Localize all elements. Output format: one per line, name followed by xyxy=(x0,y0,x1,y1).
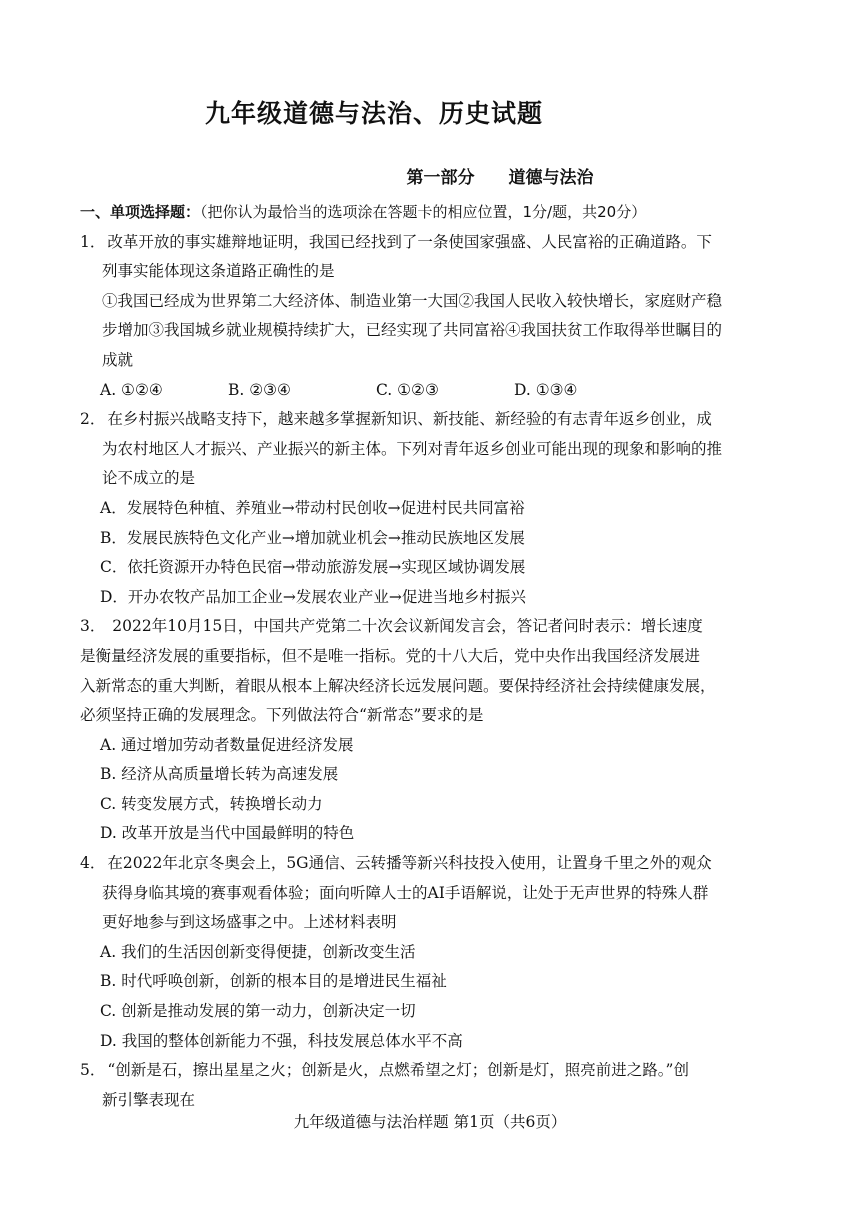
option-a: A．发展特色种植、养殖业→带动村民创收→促进村民共同富裕 xyxy=(100,498,525,517)
question-stem-line: 论不成立的是 xyxy=(102,469,196,488)
question-stem: 在乡村振兴战略支持下，越来越多掌握新知识、新技能、新经验的有志青年返乡创业，成 xyxy=(107,410,712,429)
option-d: D. 改革开放是当代中国最鲜明的特色 xyxy=(100,824,355,843)
exam-title: 九年级道德与法治、历史试题 xyxy=(205,99,544,128)
question-stem-line: 新引擎表现在 xyxy=(102,1090,196,1109)
question-stem-line: 列事实能体现这条道路正确性的是 xyxy=(102,262,335,281)
option-b: B. ②③④ xyxy=(228,380,291,399)
question-content xyxy=(80,198,785,1115)
question-stem-line: 为农村地区人才振兴、产业振兴的新主体。下列对青年返乡创业可能出现的现象和影响的推 xyxy=(102,439,723,458)
question-stem-line: 入新常态的重大判断，着眼从根本上解决经济长远发展问题。要保持经济社会持续健康发展， xyxy=(80,676,716,695)
option-c: C．依托资源开办特色民宿→带动旅游发展→实现区域协调发展 xyxy=(100,558,526,577)
option-d: D. 我国的整体创新能力不强，科技发展总体水平不高 xyxy=(100,1031,463,1050)
option-c: C. 创新是推动发展的第一动力，创新决定一切 xyxy=(100,1002,416,1021)
question-5 xyxy=(80,1056,785,1115)
option-c: C. 转变发展方式，转换增长动力 xyxy=(100,794,323,813)
section-instruction: （把你认为最恰当的选项涂在答题卡的相应位置，1分/题，共20分） xyxy=(200,203,647,221)
question-number: 5． xyxy=(80,1061,106,1080)
question-stem-line: 步增加③我国城乡就业规模持续扩大，已经实现了共同富裕④我国扶贫工作取得举世瞩目的 xyxy=(102,321,723,340)
section-heading xyxy=(80,198,785,228)
question-stem-line: 是衡量经济发展的重要指标，但不是唯一指标。党的十八大后，党中央作出我国经济发展进 xyxy=(80,646,701,665)
question-number: 2． xyxy=(80,410,106,429)
page-footer: 九年级道德与法治样题 第1页（共6页） xyxy=(293,1113,567,1131)
question-number: 3． xyxy=(80,617,106,636)
options-row xyxy=(80,376,785,406)
option-a: A. 通过增加劳动者数量促进经济发展 xyxy=(100,735,354,754)
question-2 xyxy=(80,405,785,612)
question-stem-line: 更好地参与到这场盛事之中。上述材料表明 xyxy=(102,913,397,932)
option-b: B. 经济从高质量增长转为高速发展 xyxy=(100,765,339,784)
part-label: 第一部分 xyxy=(406,168,475,188)
option-b: B．发展民族特色文化产业→增加就业机会→推动民族地区发展 xyxy=(100,528,525,547)
question-number: 4． xyxy=(80,854,106,873)
option-d: D．开办农牧产品加工企业→发展农业产业→促进当地乡村振兴 xyxy=(100,587,526,606)
option-a: A. 我们的生活因创新变得便捷，创新改变生活 xyxy=(100,942,416,961)
question-4 xyxy=(80,849,785,1056)
question-stem-line: 成就 xyxy=(102,350,134,369)
question-stem: 改革开放的事实雄辩地证明，我国已经找到了一条使国家强盛、人民富裕的正确道路。下 xyxy=(107,232,712,251)
question-number: 1． xyxy=(80,232,106,251)
question-stem-line: 必须坚持正确的发展理念。下列做法符合“新常态”要求的是 xyxy=(80,706,484,725)
question-stem-line: ①我国已经成为世界第二大经济体、制造业第一大国②我国人民收入较快增长，家庭财产稳 xyxy=(102,291,723,310)
question-stem: 在2022年北京冬奥会上，5G通信、云转播等新兴科技投入使用，让置身千里之外的观众 xyxy=(107,854,712,873)
option-d: D. ①③④ xyxy=(514,380,578,399)
option-c: C. ①②③ xyxy=(376,380,439,399)
question-stem: “创新是石，擦出星星之火；创新是火，点燃希望之灯；创新是灯，照亮前进之路。”创 xyxy=(107,1061,689,1080)
part-heading xyxy=(0,163,860,188)
question-stem: 2022年10月15日，中国共产党第二十次会议新闻发言会，答记者问时表示：增长速度 xyxy=(107,617,703,636)
question-3 xyxy=(80,612,785,849)
question-stem-line: 获得身临其境的赛事观看体验；面向听障人士的AI手语解说，让处于无声世界的特殊人群 xyxy=(102,883,709,902)
section-title: 一、单项选择题： xyxy=(80,203,201,221)
part-name: 道德与法治 xyxy=(508,168,594,188)
option-b: B. 时代呼唤创新，创新的根本目的是增进民生福祉 xyxy=(100,972,447,991)
question-1 xyxy=(80,228,785,406)
option-a: A. ①②④ xyxy=(100,380,163,399)
